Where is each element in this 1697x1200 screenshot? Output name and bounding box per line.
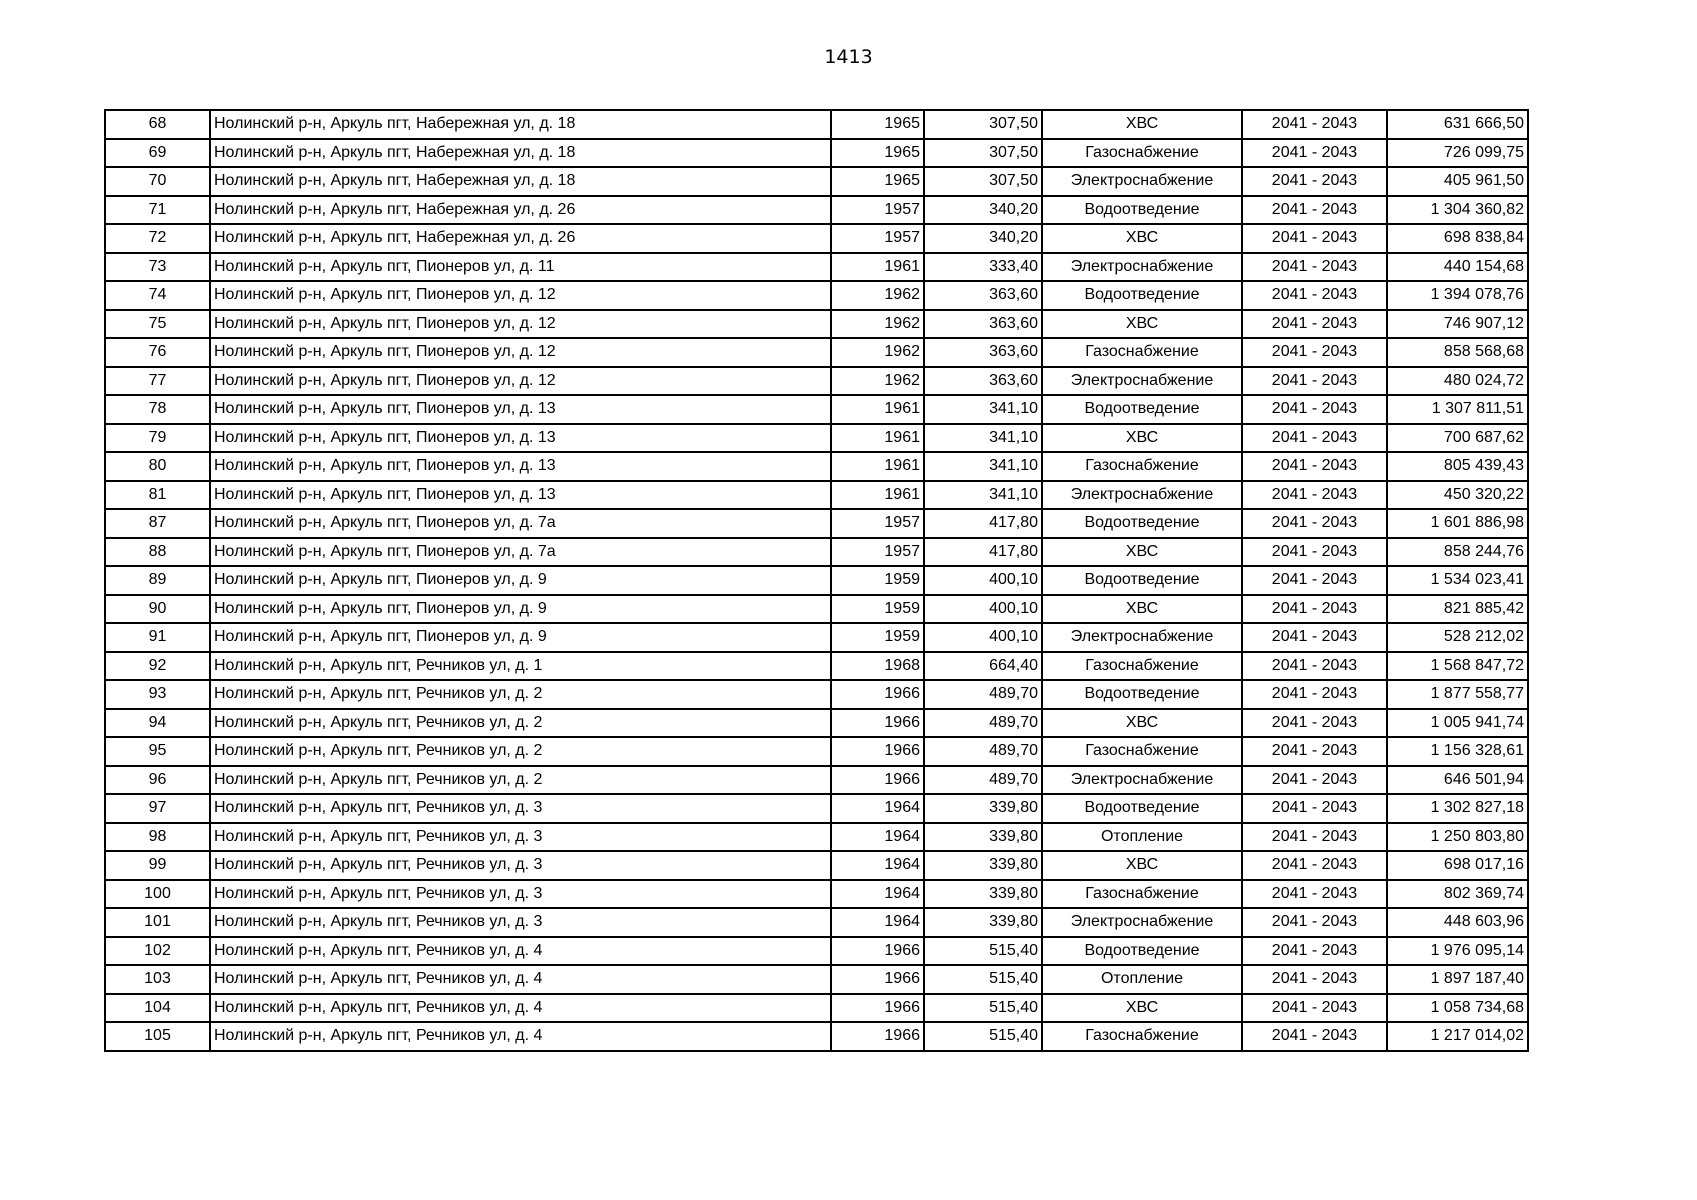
table-row <box>105 566 1528 595</box>
row-number-cell: 80 <box>105 452 210 481</box>
row-number-cell: 97 <box>105 794 210 823</box>
area-cell: 341,10 <box>924 481 1042 510</box>
area-cell: 340,20 <box>924 224 1042 253</box>
row-number-cell: 95 <box>105 737 210 766</box>
build-year-cell: 1962 <box>831 338 924 367</box>
table-row <box>105 338 1528 367</box>
row-number-cell: 103 <box>105 965 210 994</box>
build-year-cell: 1966 <box>831 709 924 738</box>
address-cell: Нолинский р-н, Аркуль пгт, Пионеров ул, д. 13 <box>210 424 831 453</box>
period-cell: 2041 - 2043 <box>1242 965 1387 994</box>
period-cell: 2041 - 2043 <box>1242 196 1387 225</box>
cost-cell: 746 907,12 <box>1387 310 1528 339</box>
cost-cell: 1 877 558,77 <box>1387 680 1528 709</box>
period-cell: 2041 - 2043 <box>1242 253 1387 282</box>
work-type-cell: Газоснабжение <box>1042 737 1242 766</box>
cost-cell: 528 212,02 <box>1387 623 1528 652</box>
address-cell: Нолинский р-н, Аркуль пгт, Речников ул, д. 4 <box>210 994 831 1023</box>
cost-cell: 631 666,50 <box>1387 110 1528 139</box>
address-cell: Нолинский р-н, Аркуль пгт, Речников ул, д. 2 <box>210 680 831 709</box>
work-type-cell: ХВС <box>1042 851 1242 880</box>
address-cell: Нолинский р-н, Аркуль пгт, Пионеров ул, д. 12 <box>210 281 831 310</box>
work-type-cell: Электроснабжение <box>1042 766 1242 795</box>
area-cell: 341,10 <box>924 452 1042 481</box>
work-type-cell: Газоснабжение <box>1042 880 1242 909</box>
period-cell: 2041 - 2043 <box>1242 880 1387 909</box>
table-row <box>105 652 1528 681</box>
area-cell: 400,10 <box>924 566 1042 595</box>
cost-cell: 726 099,75 <box>1387 139 1528 168</box>
row-number-cell: 94 <box>105 709 210 738</box>
table-row <box>105 595 1528 624</box>
period-cell: 2041 - 2043 <box>1242 538 1387 567</box>
area-cell: 333,40 <box>924 253 1042 282</box>
work-type-cell: Водоотведение <box>1042 395 1242 424</box>
period-cell: 2041 - 2043 <box>1242 367 1387 396</box>
work-type-cell: Электроснабжение <box>1042 481 1242 510</box>
cost-cell: 1 304 360,82 <box>1387 196 1528 225</box>
area-cell: 339,80 <box>924 823 1042 852</box>
table-row <box>105 424 1528 453</box>
work-type-cell: Газоснабжение <box>1042 1022 1242 1051</box>
period-cell: 2041 - 2043 <box>1242 652 1387 681</box>
address-cell: Нолинский р-н, Аркуль пгт, Пионеров ул, д. 7а <box>210 509 831 538</box>
period-cell: 2041 - 2043 <box>1242 167 1387 196</box>
work-type-cell: Газоснабжение <box>1042 652 1242 681</box>
work-type-cell: ХВС <box>1042 110 1242 139</box>
row-number-cell: 104 <box>105 994 210 1023</box>
period-cell: 2041 - 2043 <box>1242 481 1387 510</box>
address-cell: Нолинский р-н, Аркуль пгт, Пионеров ул, д. 12 <box>210 338 831 367</box>
work-type-cell: Электроснабжение <box>1042 167 1242 196</box>
address-cell: Нолинский р-н, Аркуль пгт, Речников ул, д. 4 <box>210 965 831 994</box>
table-row <box>105 794 1528 823</box>
address-cell: Нолинский р-н, Аркуль пгт, Пионеров ул, д. 7а <box>210 538 831 567</box>
table-row <box>105 880 1528 909</box>
build-year-cell: 1966 <box>831 680 924 709</box>
row-number-cell: 101 <box>105 908 210 937</box>
table-row <box>105 196 1528 225</box>
table-row <box>105 823 1528 852</box>
period-cell: 2041 - 2043 <box>1242 680 1387 709</box>
table-row <box>105 110 1528 139</box>
repair-registry-table <box>104 109 1529 1052</box>
build-year-cell: 1964 <box>831 880 924 909</box>
table-row <box>105 481 1528 510</box>
table-row <box>105 281 1528 310</box>
cost-cell: 1 005 941,74 <box>1387 709 1528 738</box>
build-year-cell: 1966 <box>831 766 924 795</box>
area-cell: 340,20 <box>924 196 1042 225</box>
period-cell: 2041 - 2043 <box>1242 509 1387 538</box>
build-year-cell: 1957 <box>831 538 924 567</box>
area-cell: 664,40 <box>924 652 1042 681</box>
period-cell: 2041 - 2043 <box>1242 737 1387 766</box>
table-row <box>105 623 1528 652</box>
address-cell: Нолинский р-н, Аркуль пгт, Речников ул, д. 2 <box>210 737 831 766</box>
row-number-cell: 79 <box>105 424 210 453</box>
build-year-cell: 1965 <box>831 139 924 168</box>
period-cell: 2041 - 2043 <box>1242 566 1387 595</box>
address-cell: Нолинский р-н, Аркуль пгт, Речников ул, д. 1 <box>210 652 831 681</box>
address-cell: Нолинский р-н, Аркуль пгт, Пионеров ул, д. 13 <box>210 395 831 424</box>
address-cell: Нолинский р-н, Аркуль пгт, Набережная ул, д. 26 <box>210 196 831 225</box>
cost-cell: 1 394 078,76 <box>1387 281 1528 310</box>
row-number-cell: 71 <box>105 196 210 225</box>
area-cell: 363,60 <box>924 310 1042 339</box>
table-row <box>105 310 1528 339</box>
address-cell: Нолинский р-н, Аркуль пгт, Речников ул, д. 2 <box>210 709 831 738</box>
cost-cell: 1 568 847,72 <box>1387 652 1528 681</box>
work-type-cell: ХВС <box>1042 994 1242 1023</box>
period-cell: 2041 - 2043 <box>1242 338 1387 367</box>
area-cell: 417,80 <box>924 509 1042 538</box>
area-cell: 515,40 <box>924 965 1042 994</box>
build-year-cell: 1962 <box>831 281 924 310</box>
cost-cell: 858 244,76 <box>1387 538 1528 567</box>
area-cell: 400,10 <box>924 623 1042 652</box>
table-row <box>105 737 1528 766</box>
work-type-cell: ХВС <box>1042 595 1242 624</box>
row-number-cell: 105 <box>105 1022 210 1051</box>
table-row <box>105 709 1528 738</box>
cost-cell: 698 838,84 <box>1387 224 1528 253</box>
period-cell: 2041 - 2043 <box>1242 937 1387 966</box>
cost-cell: 646 501,94 <box>1387 766 1528 795</box>
work-type-cell: Электроснабжение <box>1042 908 1242 937</box>
period-cell: 2041 - 2043 <box>1242 623 1387 652</box>
area-cell: 363,60 <box>924 281 1042 310</box>
period-cell: 2041 - 2043 <box>1242 139 1387 168</box>
period-cell: 2041 - 2043 <box>1242 1022 1387 1051</box>
cost-cell: 1 156 328,61 <box>1387 737 1528 766</box>
work-type-cell: Газоснабжение <box>1042 452 1242 481</box>
work-type-cell: ХВС <box>1042 310 1242 339</box>
build-year-cell: 1964 <box>831 823 924 852</box>
area-cell: 489,70 <box>924 737 1042 766</box>
cost-cell: 698 017,16 <box>1387 851 1528 880</box>
cost-cell: 858 568,68 <box>1387 338 1528 367</box>
cost-cell: 1 217 014,02 <box>1387 1022 1528 1051</box>
work-type-cell: Газоснабжение <box>1042 338 1242 367</box>
period-cell: 2041 - 2043 <box>1242 452 1387 481</box>
cost-cell: 1 250 803,80 <box>1387 823 1528 852</box>
work-type-cell: Водоотведение <box>1042 566 1242 595</box>
work-type-cell: Водоотведение <box>1042 937 1242 966</box>
cost-cell: 450 320,22 <box>1387 481 1528 510</box>
row-number-cell: 96 <box>105 766 210 795</box>
period-cell: 2041 - 2043 <box>1242 395 1387 424</box>
work-type-cell: Водоотведение <box>1042 281 1242 310</box>
table-row <box>105 224 1528 253</box>
build-year-cell: 1957 <box>831 196 924 225</box>
period-cell: 2041 - 2043 <box>1242 908 1387 937</box>
area-cell: 339,80 <box>924 851 1042 880</box>
row-number-cell: 81 <box>105 481 210 510</box>
row-number-cell: 78 <box>105 395 210 424</box>
row-number-cell: 75 <box>105 310 210 339</box>
build-year-cell: 1965 <box>831 167 924 196</box>
row-number-cell: 88 <box>105 538 210 567</box>
address-cell: Нолинский р-н, Аркуль пгт, Речников ул, д. 4 <box>210 937 831 966</box>
build-year-cell: 1961 <box>831 395 924 424</box>
area-cell: 307,50 <box>924 139 1042 168</box>
cost-cell: 1 307 811,51 <box>1387 395 1528 424</box>
work-type-cell: Отопление <box>1042 823 1242 852</box>
build-year-cell: 1964 <box>831 908 924 937</box>
period-cell: 2041 - 2043 <box>1242 224 1387 253</box>
cost-cell: 1 897 187,40 <box>1387 965 1528 994</box>
area-cell: 417,80 <box>924 538 1042 567</box>
work-type-cell: Отопление <box>1042 965 1242 994</box>
table-row <box>105 395 1528 424</box>
table-row <box>105 1022 1528 1051</box>
row-number-cell: 87 <box>105 509 210 538</box>
table-row <box>105 851 1528 880</box>
row-number-cell: 92 <box>105 652 210 681</box>
period-cell: 2041 - 2043 <box>1242 310 1387 339</box>
table-row <box>105 937 1528 966</box>
area-cell: 339,80 <box>924 908 1042 937</box>
area-cell: 515,40 <box>924 994 1042 1023</box>
work-type-cell: Водоотведение <box>1042 794 1242 823</box>
row-number-cell: 89 <box>105 566 210 595</box>
cost-cell: 802 369,74 <box>1387 880 1528 909</box>
period-cell: 2041 - 2043 <box>1242 851 1387 880</box>
build-year-cell: 1968 <box>831 652 924 681</box>
row-number-cell: 76 <box>105 338 210 367</box>
area-cell: 489,70 <box>924 766 1042 795</box>
build-year-cell: 1965 <box>831 110 924 139</box>
row-number-cell: 68 <box>105 110 210 139</box>
area-cell: 515,40 <box>924 937 1042 966</box>
cost-cell: 480 024,72 <box>1387 367 1528 396</box>
address-cell: Нолинский р-н, Аркуль пгт, Речников ул, д. 3 <box>210 794 831 823</box>
cost-cell: 1 058 734,68 <box>1387 994 1528 1023</box>
address-cell: Нолинский р-н, Аркуль пгт, Пионеров ул, д. 11 <box>210 253 831 282</box>
work-type-cell: ХВС <box>1042 709 1242 738</box>
work-type-cell: Электроснабжение <box>1042 623 1242 652</box>
cost-cell: 1 601 886,98 <box>1387 509 1528 538</box>
period-cell: 2041 - 2043 <box>1242 281 1387 310</box>
build-year-cell: 1964 <box>831 794 924 823</box>
table-row <box>105 538 1528 567</box>
build-year-cell: 1959 <box>831 595 924 624</box>
work-type-cell: Водоотведение <box>1042 196 1242 225</box>
cost-cell: 1 976 095,14 <box>1387 937 1528 966</box>
table-row <box>105 452 1528 481</box>
cost-cell: 405 961,50 <box>1387 167 1528 196</box>
row-number-cell: 100 <box>105 880 210 909</box>
work-type-cell: Электроснабжение <box>1042 367 1242 396</box>
area-cell: 515,40 <box>924 1022 1042 1051</box>
area-cell: 339,80 <box>924 880 1042 909</box>
area-cell: 489,70 <box>924 709 1042 738</box>
address-cell: Нолинский р-н, Аркуль пгт, Речников ул, д. 3 <box>210 880 831 909</box>
build-year-cell: 1961 <box>831 253 924 282</box>
address-cell: Нолинский р-н, Аркуль пгт, Речников ул, д. 2 <box>210 766 831 795</box>
build-year-cell: 1966 <box>831 994 924 1023</box>
period-cell: 2041 - 2043 <box>1242 794 1387 823</box>
cost-cell: 821 885,42 <box>1387 595 1528 624</box>
table-row <box>105 994 1528 1023</box>
address-cell: Нолинский р-н, Аркуль пгт, Речников ул, д. 3 <box>210 908 831 937</box>
row-number-cell: 73 <box>105 253 210 282</box>
address-cell: Нолинский р-н, Аркуль пгт, Пионеров ул, д. 12 <box>210 310 831 339</box>
build-year-cell: 1959 <box>831 566 924 595</box>
area-cell: 400,10 <box>924 595 1042 624</box>
address-cell: Нолинский р-н, Аркуль пгт, Речников ул, д. 3 <box>210 851 831 880</box>
row-number-cell: 69 <box>105 139 210 168</box>
period-cell: 2041 - 2043 <box>1242 766 1387 795</box>
area-cell: 363,60 <box>924 367 1042 396</box>
work-type-cell: Водоотведение <box>1042 680 1242 709</box>
period-cell: 2041 - 2043 <box>1242 424 1387 453</box>
work-type-cell: ХВС <box>1042 538 1242 567</box>
area-cell: 307,50 <box>924 167 1042 196</box>
table-row <box>105 680 1528 709</box>
address-cell: Нолинский р-н, Аркуль пгт, Пионеров ул, д. 13 <box>210 452 831 481</box>
build-year-cell: 1961 <box>831 481 924 510</box>
build-year-cell: 1962 <box>831 310 924 339</box>
row-number-cell: 91 <box>105 623 210 652</box>
address-cell: Нолинский р-н, Аркуль пгт, Набережная ул, д. 18 <box>210 139 831 168</box>
table-body <box>105 110 1528 1051</box>
table-row <box>105 139 1528 168</box>
work-type-cell: ХВС <box>1042 424 1242 453</box>
table-row <box>105 965 1528 994</box>
address-cell: Нолинский р-н, Аркуль пгт, Пионеров ул, д. 9 <box>210 623 831 652</box>
period-cell: 2041 - 2043 <box>1242 823 1387 852</box>
work-type-cell: Электроснабжение <box>1042 253 1242 282</box>
row-number-cell: 93 <box>105 680 210 709</box>
area-cell: 341,10 <box>924 395 1042 424</box>
period-cell: 2041 - 2043 <box>1242 595 1387 624</box>
address-cell: Нолинский р-н, Аркуль пгт, Пионеров ул, д. 13 <box>210 481 831 510</box>
row-number-cell: 99 <box>105 851 210 880</box>
table-row <box>105 509 1528 538</box>
address-cell: Нолинский р-н, Аркуль пгт, Пионеров ул, д. 9 <box>210 595 831 624</box>
build-year-cell: 1959 <box>831 623 924 652</box>
page-number: 1413 <box>824 46 873 68</box>
address-cell: Нолинский р-н, Аркуль пгт, Набережная ул, д. 18 <box>210 110 831 139</box>
row-number-cell: 102 <box>105 937 210 966</box>
build-year-cell: 1961 <box>831 424 924 453</box>
build-year-cell: 1966 <box>831 965 924 994</box>
address-cell: Нолинский р-н, Аркуль пгт, Пионеров ул, д. 9 <box>210 566 831 595</box>
build-year-cell: 1957 <box>831 509 924 538</box>
address-cell: Нолинский р-н, Аркуль пгт, Речников ул, д. 3 <box>210 823 831 852</box>
address-cell: Нолинский р-н, Аркуль пгт, Пионеров ул, д. 12 <box>210 367 831 396</box>
work-type-cell: ХВС <box>1042 224 1242 253</box>
area-cell: 489,70 <box>924 680 1042 709</box>
build-year-cell: 1962 <box>831 367 924 396</box>
period-cell: 2041 - 2043 <box>1242 110 1387 139</box>
cost-cell: 805 439,43 <box>1387 452 1528 481</box>
table-row <box>105 253 1528 282</box>
area-cell: 307,50 <box>924 110 1042 139</box>
cost-cell: 448 603,96 <box>1387 908 1528 937</box>
cost-cell: 700 687,62 <box>1387 424 1528 453</box>
cost-cell: 1 534 023,41 <box>1387 566 1528 595</box>
area-cell: 341,10 <box>924 424 1042 453</box>
cost-cell: 440 154,68 <box>1387 253 1528 282</box>
address-cell: Нолинский р-н, Аркуль пгт, Набережная ул, д. 18 <box>210 167 831 196</box>
period-cell: 2041 - 2043 <box>1242 709 1387 738</box>
build-year-cell: 1961 <box>831 452 924 481</box>
build-year-cell: 1957 <box>831 224 924 253</box>
row-number-cell: 74 <box>105 281 210 310</box>
address-cell: Нолинский р-н, Аркуль пгт, Набережная ул, д. 26 <box>210 224 831 253</box>
build-year-cell: 1964 <box>831 851 924 880</box>
row-number-cell: 77 <box>105 367 210 396</box>
address-cell: Нолинский р-н, Аркуль пгт, Речников ул, д. 4 <box>210 1022 831 1051</box>
work-type-cell: Водоотведение <box>1042 509 1242 538</box>
table-row <box>105 367 1528 396</box>
build-year-cell: 1966 <box>831 1022 924 1051</box>
cost-cell: 1 302 827,18 <box>1387 794 1528 823</box>
build-year-cell: 1966 <box>831 737 924 766</box>
row-number-cell: 90 <box>105 595 210 624</box>
row-number-cell: 70 <box>105 167 210 196</box>
work-type-cell: Газоснабжение <box>1042 139 1242 168</box>
period-cell: 2041 - 2043 <box>1242 994 1387 1023</box>
area-cell: 363,60 <box>924 338 1042 367</box>
row-number-cell: 98 <box>105 823 210 852</box>
build-year-cell: 1966 <box>831 937 924 966</box>
table-row <box>105 167 1528 196</box>
area-cell: 339,80 <box>924 794 1042 823</box>
table-row <box>105 908 1528 937</box>
table-row <box>105 766 1528 795</box>
row-number-cell: 72 <box>105 224 210 253</box>
